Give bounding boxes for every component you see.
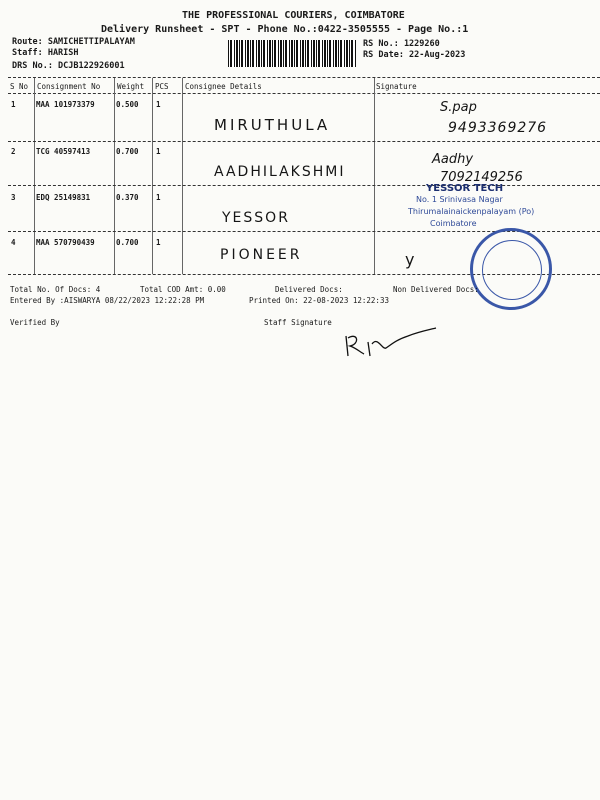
col-line	[374, 78, 375, 274]
row-consignee: PIONEER	[220, 247, 303, 263]
row-consignment: MAA 570790439	[36, 238, 95, 247]
row-phone: 7092149256	[440, 170, 523, 185]
col-line	[34, 78, 35, 274]
row-sno: 3	[11, 193, 16, 202]
col-line	[182, 78, 183, 274]
header-divider	[8, 93, 600, 94]
company-stamp	[470, 228, 552, 310]
row-consignment: TCG 40597413	[36, 147, 91, 156]
col-consignment: Consignment No	[37, 82, 101, 91]
stamp-address-3: Coimbatore	[430, 219, 477, 228]
row-consignee: YESSOR	[222, 210, 290, 226]
delivered-docs: Delivered Docs:	[275, 285, 343, 294]
total-docs: Total No. Of Docs: 4	[10, 285, 101, 294]
row-sno: 4	[11, 238, 16, 247]
staff-signature-label: Staff Signature	[264, 318, 332, 327]
col-weight: Weight	[117, 82, 145, 91]
runsheet-subtitle: Delivery Runsheet - SPT - Phone No.:0422-3505555 - Page No.:1	[101, 24, 469, 35]
row-divider	[8, 141, 600, 142]
table-top-divider	[8, 77, 600, 78]
total-cod: Total COD Amt: 0.00	[140, 285, 226, 294]
row-weight: 0.500	[116, 100, 139, 109]
col-consignee: Consignee Details	[185, 82, 262, 91]
row-signature: YESSOR TECH	[426, 183, 504, 194]
staff-signature-icon	[338, 322, 438, 362]
row-pcs: 1	[156, 238, 161, 247]
row-pcs: 1	[156, 147, 161, 156]
col-line	[152, 78, 153, 274]
signature-mark: y	[405, 250, 415, 269]
col-line	[114, 78, 115, 274]
row-weight: 0.370	[116, 193, 139, 202]
barcode	[228, 40, 356, 67]
entered-by: Entered By :AISWARYA 08/22/2023 12:22:28 PM	[10, 296, 205, 305]
row-sno: 2	[11, 147, 16, 156]
company-name: THE PROFESSIONAL COURIERS, COIMBATORE	[182, 10, 405, 21]
stamp-address-2: Thirumalainaickenpalayam (Po)	[408, 207, 535, 216]
row-phone: 9493369276	[448, 120, 548, 136]
row-divider	[8, 185, 600, 186]
row-sno: 1	[11, 100, 16, 109]
row-consignee: AADHILAKSHMI	[214, 164, 346, 180]
row-weight: 0.700	[116, 238, 139, 247]
row-signature: Aadhy	[432, 152, 474, 167]
non-delivered-docs: Non Delivered Docs:	[393, 285, 479, 294]
row-pcs: 1	[156, 193, 161, 202]
row-consignment: EDQ 25149831	[36, 193, 91, 202]
drs-number: DRS No.: DCJB122926001	[12, 61, 125, 71]
rs-date: RS Date: 22-Aug-2023	[363, 50, 466, 60]
row-consignee: MIRUTHULA	[214, 116, 331, 134]
printed-on: Printed On: 22-08-2023 12:22:33	[249, 296, 389, 305]
col-sno: S No	[10, 82, 29, 91]
col-signature: Signature	[376, 82, 417, 91]
stamp-address-1: No. 1 Srinivasa Nagar	[416, 195, 503, 204]
verified-by: Verified By	[10, 318, 60, 327]
route-label: Route: SAMICHETTIPALAYAM	[12, 37, 135, 47]
row-pcs: 1	[156, 100, 161, 109]
row-consignment: MAA 101973379	[36, 100, 95, 109]
row-weight: 0.700	[116, 147, 139, 156]
row-signature: S.pap	[440, 100, 477, 115]
staff-label: Staff: HARISH	[12, 48, 79, 58]
col-pcs: PCS	[155, 82, 169, 91]
rs-number: RS No.: 1229260	[363, 39, 440, 49]
